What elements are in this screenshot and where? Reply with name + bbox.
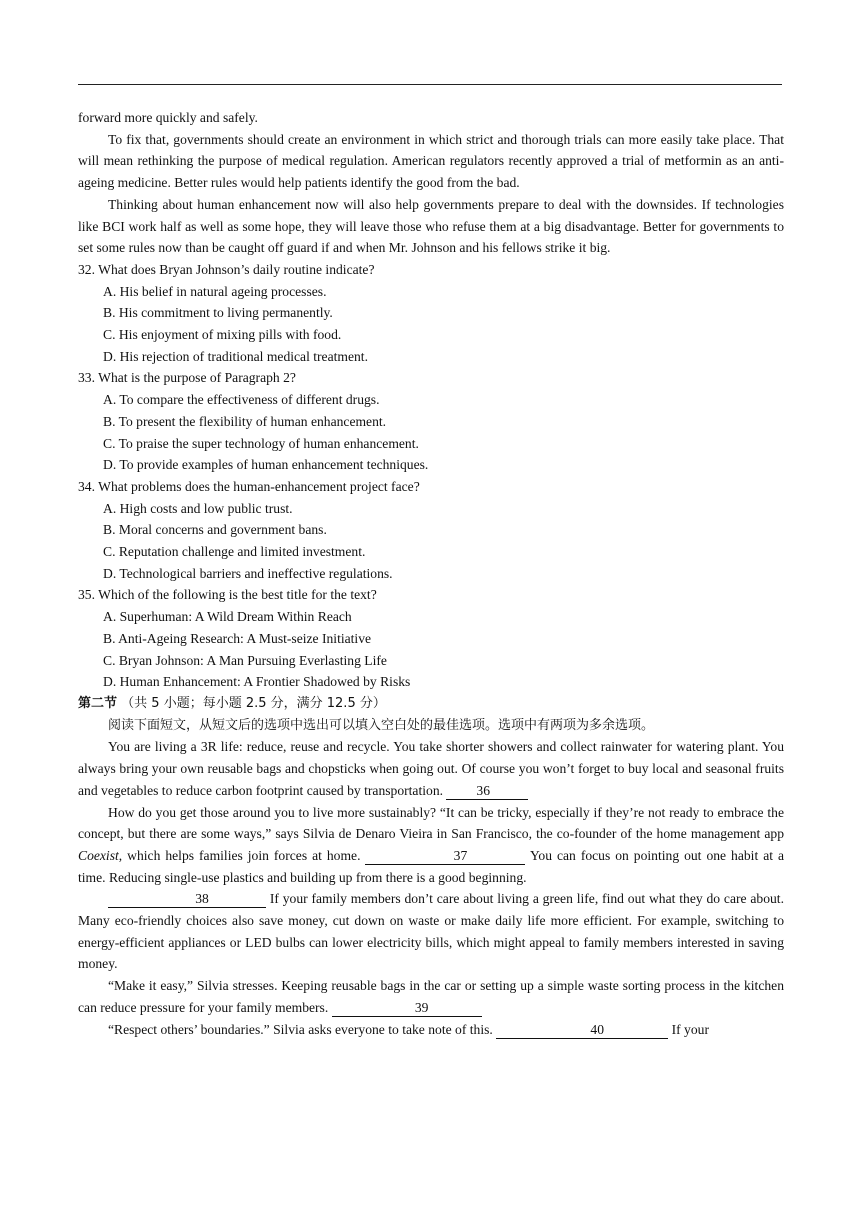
option-a: A. Superhuman: A Wild Dream Within Reach (103, 609, 352, 625)
option-b: B. His commitment to living permanently. (103, 305, 333, 321)
option-a: A. High costs and low public trust. (103, 500, 293, 516)
passage-text: , which helps families join forces at home. (118, 847, 361, 863)
passage-paragraph-1 (78, 736, 784, 801)
blank-36: 36 (446, 783, 528, 800)
option-c: C. Bryan Johnson: A Man Pursuing Everlasting Life (103, 652, 387, 668)
passage-text: How do you get those around you to live more sustainably? “It can be tricky, especially if they’re not ready to embrace the concept, but there are some ways,” says Silvia de Denaro Vieira in San Francisco, the co-founder of the home management app (78, 804, 784, 842)
option-d: D. To provide examples of human enhancement techniques. (103, 457, 429, 473)
question-33 (78, 367, 784, 476)
section-note: （共 5 小题；每小题 2.5 分，满分 12.5 分） (121, 695, 386, 711)
question-35 (78, 584, 784, 693)
section-heading (78, 693, 784, 715)
blank-40: 40 (496, 1022, 668, 1039)
question-32 (78, 259, 784, 368)
option-d: D. His rejection of traditional medical treatment. (103, 348, 368, 364)
option-b: B. Moral concerns and government bans. (103, 522, 327, 538)
header-rule (78, 84, 782, 85)
app-name: Coexist (78, 847, 119, 863)
passage-text: If your family members don’t care about living a green life, find out what they do care about. Many eco-friendly choices also save money, cut down on waste or make daily life more efficient. For example, switching to energy-efficient appliances or LED bulbs can lower electricity bills, which might appeal to family members interested in saving money. (78, 891, 784, 972)
blank-38: 38 (108, 891, 266, 908)
option-c: C. To praise the super technology of human enhancement. (103, 435, 419, 451)
option-b: B. To present the flexibility of human enhancement. (103, 413, 387, 429)
passage-paragraph-5 (78, 1019, 784, 1041)
blank-39: 39 (332, 1000, 482, 1017)
passage-text: “Make it easy,” Silvia stresses. Keeping reusable bags in the car or setting up a simple waste sorting process in the kitchen can reduce pressure for your family members. (78, 978, 784, 1015)
question-34 (78, 476, 784, 585)
option-d: D. Human Enhancement: A Frontier Shadowed by Risks (103, 674, 411, 690)
option-c: C. Reputation challenge and limited investment. (103, 544, 366, 560)
question-stem: 34. What problems does the human-enhancement project face? (78, 478, 420, 494)
question-stem: 35. Which of the following is the best title for the text? (78, 587, 377, 603)
section-title: 第二节 (78, 695, 118, 711)
section-instruction: 阅读下面短文，从短文后的选项中选出可以填入空白处的最佳选项。选项中有两项为多余选项。 (108, 717, 655, 733)
option-b: B. Anti-Ageing Research: A Must-seize Initiative (103, 630, 372, 646)
passage-text: “Respect others’ boundaries.” Silvia asks everyone to take note of this. (108, 1021, 493, 1037)
option-a: A. To compare the effectiveness of different drugs. (103, 392, 380, 408)
option-c: C. His enjoyment of mixing pills with food. (103, 327, 342, 343)
option-a: A. His belief in natural ageing processes. (103, 283, 327, 299)
passage-text: You can focus on pointing out one habit at a time. Reducing single-use plastics and building up from there is a good beginning. (78, 847, 785, 885)
paragraph-thinking: Thinking about human enhancement now will also help governments prepare to deal with the downsides. If technologies like BCI work half as well as some hope, they will leave those who refuse them at a big disadvantage. Better for governments to set some rules now than be caught off guard if and when Mr. Johnson and his fellows strike it big. (78, 196, 784, 256)
passage-paragraph-3 (78, 888, 784, 975)
passage-text: You are living a 3R life: reduce, reuse and recycle. You take shorter showers and collect rainwater for watering plant. You always bring your own reusable bags and chopsticks when going out. Of course you won’t forget to buy local and seasonal fruits and vegetables to reduce carbon footprint caused by transportation. (78, 739, 784, 798)
blank-37: 37 (365, 848, 525, 865)
passage-paragraph-4 (78, 975, 784, 1018)
passage-text: If your (671, 1021, 709, 1037)
question-stem: 32. What does Bryan Johnson’s daily routine indicate? (78, 261, 375, 277)
passage-paragraph-2 (78, 802, 784, 889)
option-d: D. Technological barriers and ineffective regulations. (103, 565, 393, 581)
question-stem: 33. What is the purpose of Paragraph 2? (78, 370, 296, 386)
document-page (78, 107, 784, 1040)
paragraph-fix: To fix that, governments should create an environment in which strict and thorough trials can more easily take place. That will mean rethinking the purpose of medical regulation. American regulators recently approved a trial of metformin as an anti-ageing medicine. Better rules would help patients identify the good from the bad. (78, 131, 784, 191)
paragraph-continuation: forward more quickly and safely. (78, 110, 258, 125)
